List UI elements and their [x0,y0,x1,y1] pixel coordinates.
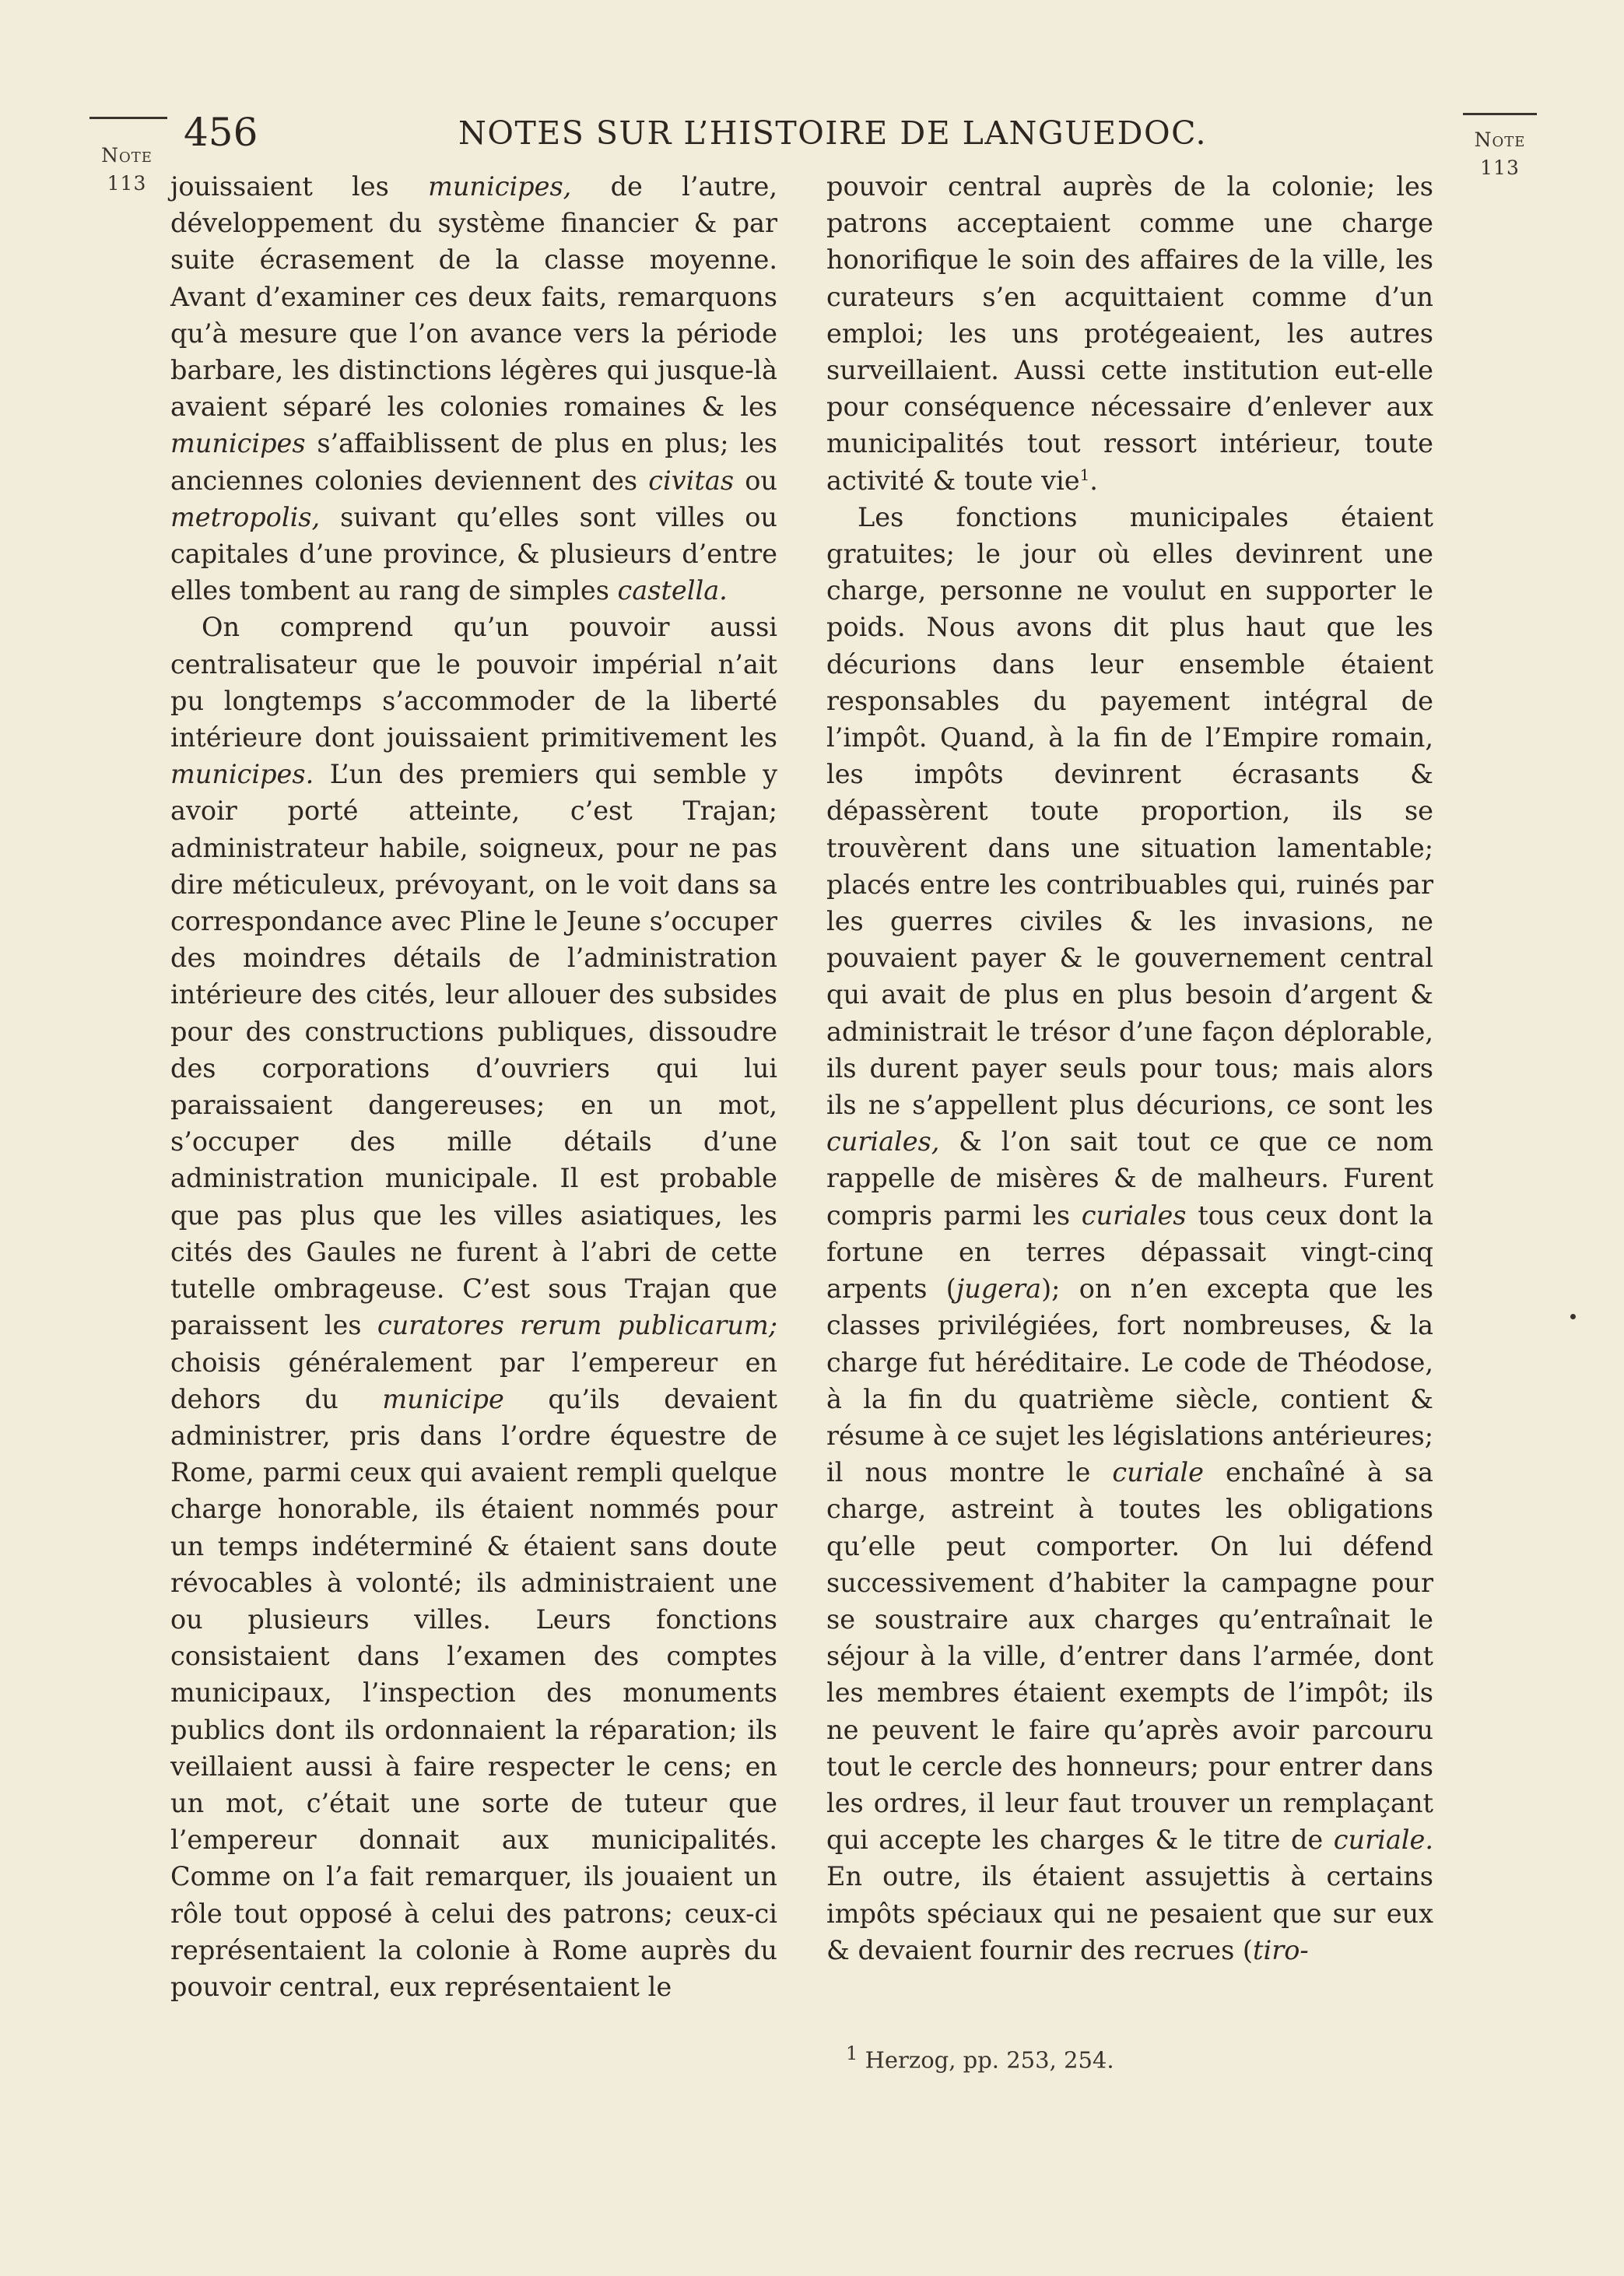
print-speck [1570,1314,1576,1319]
italic-run: municipes. [170,759,314,790]
text-run: En outre, ils étaient assujettis à certains impôts spéciaux qui ne pesaient que sur eux & devaient fournir des recrues ( [826,1861,1433,1965]
left-margin-rule [89,117,167,119]
running-title: NOTES SUR L’HISTOIRE DE LANGUEDOC. [458,114,1208,152]
text-run: s’affaiblissent de plus en plus; les anciennes colonies deviennent des [170,428,777,496]
footnote-text: Herzog, pp. 253, 254. [865,2046,1114,2074]
text-run: de l’autre, développement du système financier & par suite écrasement de la classe moyenne. Avant d’examiner ces deux faits, remarquons qu’à mesure que l’on avance vers la période barbare, les distinctions légères qui jusque-là avaient séparé les colonies romaines & les [170,171,777,423]
text-run: tous ceux dont la fortune en terres dépassait vingt-cinq arpents ( [826,1199,1433,1305]
text-run: jouissaient les [170,171,429,202]
text-run: On comprend qu’un pouvoir aussi centralisateur que le pouvoir impérial n’ait pu longtemps s’accommoder de la liberté intérieure dont jouissaient primitivement les [170,612,777,753]
text-run: choisis généralement par l’empereur en dehors du [170,1347,777,1414]
text-run: ); on n’en excepta que les classes privilégiées, fort nombreuses, & la charge fut héréditaire. Le code de Théodose, à la fin du quatrième siècle, contient & résume à ce sujet les législations antérieures; il nous montre le [826,1273,1433,1488]
left-margin-note-number: 113 [107,172,147,195]
text-run: pouvoir central auprès de la colonie; les patrons acceptaient comme une charge honorifique le soin des affaires de la ville, les curateurs s’en acquittaient comme d’un emploi; les uns protégeaient, les autres surveillaient. Aussi cette institution eut-elle pour conséquence nécessaire d’enlever aux municipalités tout ressort intérieur, toute activité & toute vie [826,171,1433,496]
left-text-column [170,168,777,2005]
left-margin-note [84,142,170,198]
text-run: enchaîné à sa charge, astreint à toutes les obligations qu’elle peut comporter. On lui défend successivement d’habiter la campagne pour se soustraire aux charges qu’entraînait le séjour à la ville, d’entrer dans l’armée, dont les membres étaient exempts de l’impôt; ils ne peuvent le faire qu’après avoir parcouru tout le cercle des honneurs; pour entrer dans les ordres, il leur faut trouver un remplaçant qui accepte les charges & le titre de [826,1457,1433,1856]
italic-run: tiro- [1253,1934,1309,1965]
italic-run: metropolis, [170,501,321,532]
text-run: Les fonctions municipales étaient gratuites; le jour où elles devinrent une charge, personne ne voulut en supporter le poids. Nous avons dit plus haut que les décurions dans leur ensemble étaient responsables du payement intégral de l’impôt. Quand, à la fin de l’Empire romain, les impôts devinrent écrasants & dépassèrent toute proportion, ils se trouvèrent dans une situation lamentable; placés entre les contribuables qui, ruinés par les guerres civiles & les invasions, ne pouvaient payer & le gouvernement central qui avait de plus en plus besoin d’argent & administrait le trésor d’une façon déplorable, ils durent payer seuls pour tous; mais alors ils ne s’appellent plus décurions, ce sont les [826,501,1433,1121]
text-run: qu’ils devaient administrer, pris dans l’ordre équestre de Rome, parmi ceux qui avaient rempli quelque charge honorable, ils étaient nommés pour un temps indéterminé & étaient sans doute révocables à volonté; ils administraient une ou plusieurs villes. Leurs fonctions consistaient dans l’examen des comptes municipaux, l’inspection des monuments publics dont ils ordonnaient la réparation; ils veillaient aussi à faire respecter le cens; en un mot, c’était une sorte de tuteur que l’empereur donnait aux municipalités. Comme on l’a fait remarquer, ils jouaient un rôle tout opposé à celui des patrons; ceux-ci représentaient la colonie à Rome auprès du pouvoir central, eux représentaient le [170,1383,777,2002]
italic-run: municipes, [428,171,572,202]
right-margin-note [1455,126,1545,182]
italic-run: curiales [1081,1199,1187,1231]
left-margin-note-label: Note [101,144,153,167]
italic-run: curiales, [826,1126,940,1157]
paragraph [170,609,777,2005]
italic-run: jugera [956,1273,1042,1305]
paragraph [826,168,1433,499]
right-margin-rule [1463,113,1537,115]
paragraph [826,499,1433,1969]
text-run: L’un des premiers qui semble y avoir porté atteinte, c’est Trajan; administrateur habile, soigneux, pour ne pas dire méticuleux, prévoyant, on le voit dans sa correspondance avec Pline le Jeune s’occuper des moindres détails de l’administration intérieure des cités, leur allouer des subsides pour des constructions publiques, dissoudre des corporations d’ouvriers qui lui paraissaient dangereuses; en un mot, s’occuper des mille détails d’une administration municipale. Il est probable que pas plus que les villes asiatiques, les cités des Gaules ne furent à l’abri de cette tutelle ombrageuse. C’est sous Trajan que paraissent les [170,759,778,1341]
right-margin-note-number: 113 [1480,156,1520,179]
italic-run: municipe [382,1383,504,1414]
text-run: & l’on sait tout ce que ce nom rappelle de misères & de malheurs. Furent compris parmi les [826,1126,1433,1231]
italic-run: curiale. [1333,1825,1433,1856]
italic-run: civitas [648,465,735,496]
right-text-column [826,168,1433,1969]
italic-run: curatores rerum publicarum; [377,1310,777,1341]
footnote [846,2038,1391,2076]
italic-run: curiale [1112,1457,1204,1488]
right-margin-note-label: Note [1474,128,1526,151]
text-run: suivant qu’elles sont villes ou capitales d’une province, & plusieurs d’entre elles tombent au rang de simples [170,501,777,606]
page-number: 456 [184,110,258,155]
paragraph [170,168,777,609]
italic-run: municipes [170,428,306,459]
text-run: ou [734,465,777,496]
footnote-marker: 1 [846,2042,858,2064]
footnote-ref: 1 [1079,465,1090,484]
text-run: . [1089,465,1098,496]
italic-run: castella. [617,575,728,606]
